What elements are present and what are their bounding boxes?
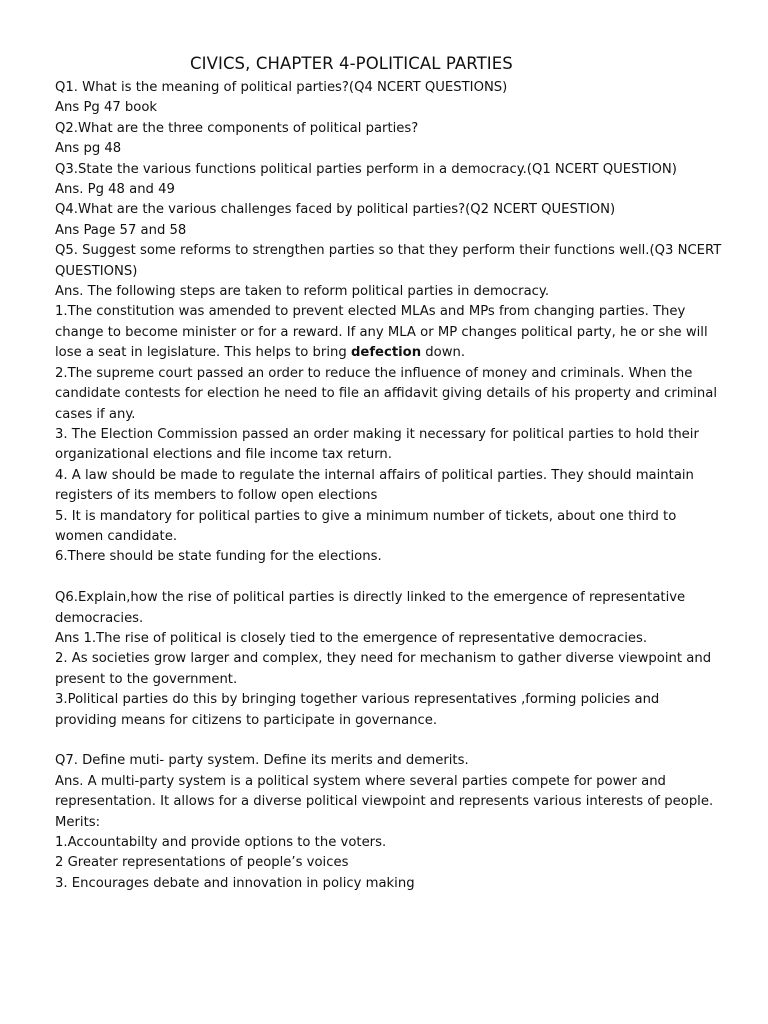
answer-5-point-3: 3. The Election Commission passed an order making it necessary for political parties to hold their organizational elections and file income tax return. (55, 426, 699, 463)
point-1-text: 1.The constitution was amended to prevent elected MLAs and MPs from changing parties. They change to become minister or for a reward. If any MLA or MP changes political party, he or she will lose a seat in legislature. This helps to bring (55, 304, 708, 361)
answer-3: Ans. Pg 48 and 49 (55, 182, 175, 198)
answer-5-point-2: 2.The supreme court passed an order to reduce the influence of money and criminals. When the candidate contests for election he need to file an affidavit giving details of his property and criminal cases if any. (55, 365, 718, 422)
answer-5-point-5: 5. It is mandatory for political parties to give a minimum number of tickets, about one third to women candidate. (55, 508, 677, 544)
answer-2: Ans pg 48 (55, 141, 122, 157)
question-1: Q1. What is the meaning of political parties?(Q4 NCERT QUESTIONS) (55, 80, 508, 95)
answer-6-point-3: 3.Political parties do this by bringing together various representatives ,forming policies and providing means for citizens to participate in governance. (55, 692, 660, 728)
answer-4: Ans Page 57 and 58 (55, 222, 187, 238)
question-3: Q3.State the various functions political parties perform in a democracy.(Q1 NCERT QUESTION) (55, 161, 677, 177)
merit-2: 2 Greater representations of people’s voices (55, 855, 349, 871)
document-body (55, 78, 725, 894)
answer-5-point-6: 6.There should be state funding for the elections. (55, 549, 382, 565)
question-5: Q5. Suggest some reforms to strengthen parties so that they perform their functions well.(Q3 NCERT QUESTIONS) (55, 243, 722, 279)
merit-3: 3. Encourages debate and innovation in policy making (55, 875, 415, 891)
spacer (55, 731, 725, 751)
answer-1: Ans Pg 47 book (55, 100, 158, 116)
answer-6-point-2: 2. As societies grow larger and complex, they need for mechanism to gather diverse viewpoint and present to the government. (55, 651, 712, 687)
question-7: Q7. Define muti- party system. Define its merits and demerits. (55, 753, 469, 769)
merit-1: 1.Accountabilty and provide options to the voters. (55, 835, 387, 850)
answer-5-point-4: 4. A law should be made to regulate the internal affairs of political parties. They should maintain registers of its members to follow open elections (55, 467, 694, 504)
answer-7-intro: Ans. A multi-party system is a political system where several parties compete for power and representation. It allows for a diverse political viewpoint and represents various interests of people. (55, 773, 714, 810)
defection-term: defection (350, 345, 422, 361)
answer-5-point-1 (55, 302, 725, 363)
question-6: Q6.Explain,how the rise of political parties is directly linked to the emergence of representative democracies. (55, 590, 686, 626)
question-4: Q4.What are the various challenges faced by political parties?(Q2 NCERT QUESTION) (55, 202, 616, 218)
point-1-end: down. (421, 345, 466, 361)
answer-5-intro: Ans. The following steps are taken to reform political parties in democracy. (55, 284, 550, 300)
question-2: Q2.What are the three components of political parties? (55, 120, 419, 136)
spacer (55, 568, 725, 588)
merits-heading: Merits: (55, 814, 101, 830)
answer-6-point-1: Ans 1.The rise of political is closely tied to the emergence of representative democracies. (55, 630, 648, 646)
page-title: CIVICS, CHAPTER 4-POLITICAL PARTIES (190, 54, 513, 73)
